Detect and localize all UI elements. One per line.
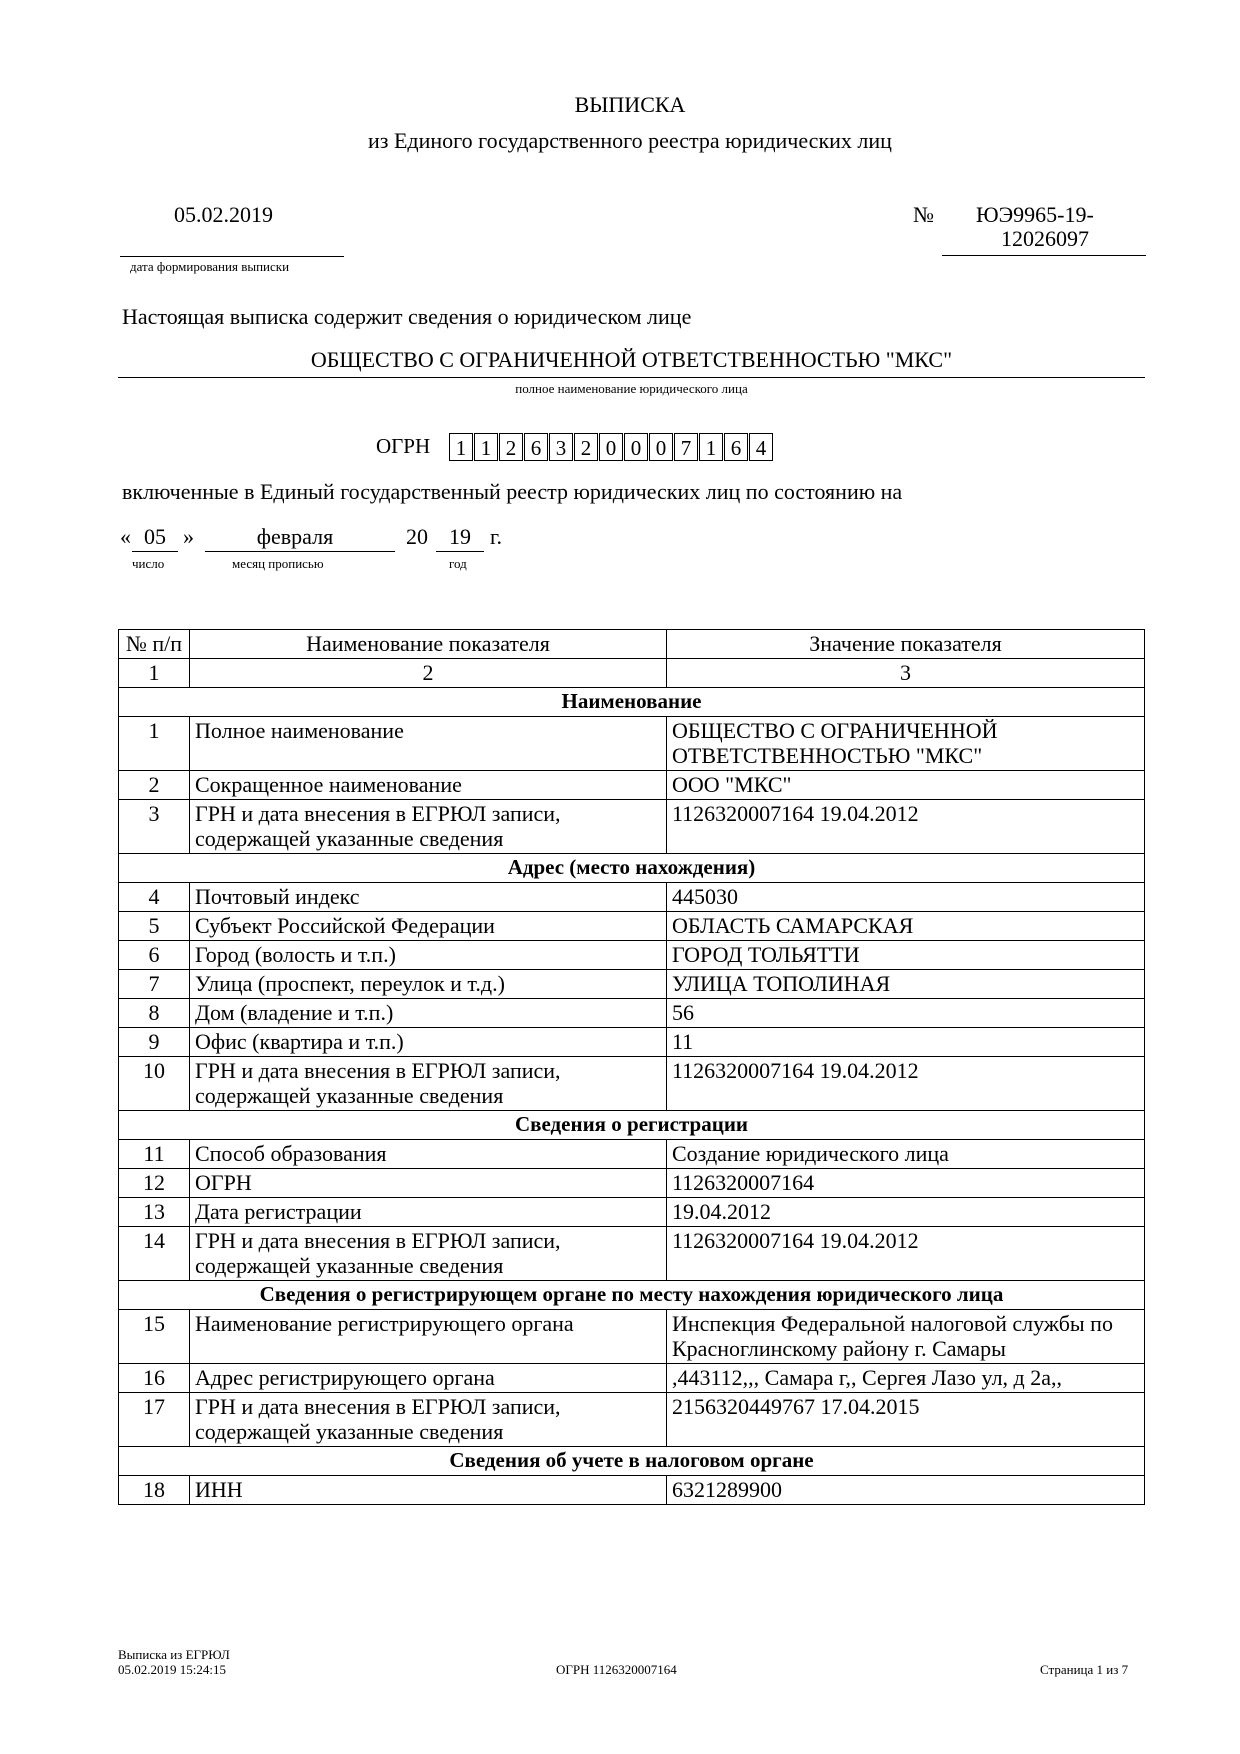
document-title: ВЫПИСКА [574, 92, 686, 117]
footer-ogrn: ОГРН 1126320007164 [556, 1662, 677, 1677]
number-underline [942, 255, 1146, 256]
indicator-name: Полное наименование [190, 717, 667, 771]
row-number: 5 [119, 912, 190, 941]
indicator-name: Город (волость и т.п.) [190, 941, 667, 970]
indicator-name: ИНН [190, 1476, 667, 1505]
indicator-value: ,443112,,, Самара г,, Сергея Лазо ул, д 2а,, [667, 1364, 1145, 1393]
indicator-value: 1126320007164 [667, 1169, 1145, 1198]
indicator-value: 56 [667, 999, 1145, 1028]
table-row [119, 1028, 1145, 1057]
column-number: 1 [119, 659, 190, 688]
document-subtitle: из Единого государственного реестра юридических лиц [368, 128, 892, 153]
extract-date-caption: дата формирования выписки [130, 259, 290, 274]
egrul-table [118, 629, 1145, 1505]
indicator-value: 2156320449767 17.04.2015 [667, 1393, 1145, 1447]
ogrn-digit-box: 3 [549, 433, 573, 461]
indicator-value: 1126320007164 19.04.2012 [667, 1057, 1145, 1111]
row-number: 9 [119, 1028, 190, 1057]
ogrn-digit-box: 0 [649, 433, 673, 461]
date-underline [120, 256, 344, 257]
row-number: 13 [119, 1198, 190, 1227]
header-number: № п/п [119, 630, 190, 659]
table-row [119, 1310, 1145, 1364]
section-header-row [119, 1111, 1145, 1140]
row-number: 1 [119, 717, 190, 771]
indicator-name: Почтовый индекс [190, 883, 667, 912]
ogrn-digit-box: 1 [449, 433, 473, 461]
section-header-row [119, 854, 1145, 883]
indicator-name: Офис (квартира и т.п.) [190, 1028, 667, 1057]
section-header-row [119, 1281, 1145, 1310]
table-row [119, 1227, 1145, 1281]
indicator-value: Создание юридического лица [667, 1140, 1145, 1169]
indicator-name: Способ образования [190, 1140, 667, 1169]
table-row [119, 1476, 1145, 1505]
section-title: Сведения об учете в налоговом органе [119, 1447, 1145, 1476]
table-column-numbers-row [119, 659, 1145, 688]
indicator-value: 1126320007164 19.04.2012 [667, 1227, 1145, 1281]
row-number: 7 [119, 970, 190, 999]
indicator-name: Дата регистрации [190, 1198, 667, 1227]
indicator-name: ГРН и дата внесения в ЕГРЮЛ записи, содержащей указанные сведения [190, 1057, 667, 1111]
row-number: 14 [119, 1227, 190, 1281]
ogrn-digit-box: 1 [474, 433, 498, 461]
year-underline [436, 551, 484, 552]
indicator-name: Субъект Российской Федерации [190, 912, 667, 941]
row-number: 16 [119, 1364, 190, 1393]
row-number: 4 [119, 883, 190, 912]
ogrn-digit-box: 6 [524, 433, 548, 461]
date-year-suffix: г. [490, 524, 503, 549]
section-header-row [119, 1447, 1145, 1476]
intro-text: Настоящая выписка содержит сведения о юридическом лице [122, 304, 692, 329]
date-century: 20 [406, 524, 428, 549]
extract-date: 05.02.2019 [174, 202, 273, 227]
indicator-name: ОГРН [190, 1169, 667, 1198]
indicator-value: ОБЛАСТЬ САМАРСКАЯ [667, 912, 1145, 941]
table-row [119, 970, 1145, 999]
date-month: февраля [256, 524, 334, 549]
row-number: 6 [119, 941, 190, 970]
section-title: Наименование [119, 688, 1145, 717]
column-number: 3 [667, 659, 1145, 688]
row-number: 12 [119, 1169, 190, 1198]
ogrn-digit-box: 6 [724, 433, 748, 461]
extract-number-line1: ЮЭ9965-19- [976, 202, 1094, 227]
ogrn-digit-box: 2 [574, 433, 598, 461]
quote-open: « [120, 524, 131, 549]
column-number: 2 [190, 659, 667, 688]
row-number: 18 [119, 1476, 190, 1505]
indicator-value: Инспекция Федеральной налоговой службы по Красноглинскому району г. Самары [667, 1310, 1145, 1364]
row-number: 10 [119, 1057, 190, 1111]
ogrn-digit-box: 1 [699, 433, 723, 461]
quote-close: » [183, 524, 194, 549]
indicator-value: 19.04.2012 [667, 1198, 1145, 1227]
indicator-name: ГРН и дата внесения в ЕГРЮЛ записи, содержащей указанные сведения [190, 800, 667, 854]
header-indicator-name: Наименование показателя [190, 630, 667, 659]
included-text: включенные в Единый государственный реестр юридических лиц по состоянию на [122, 479, 903, 504]
section-header-row [119, 688, 1145, 717]
row-number: 8 [119, 999, 190, 1028]
date-year: 19 [449, 524, 471, 549]
year-caption: год [449, 556, 467, 571]
day-caption: число [132, 556, 165, 571]
table-row [119, 800, 1145, 854]
month-caption: месяц прописью [232, 556, 324, 571]
ogrn-digit-box: 0 [599, 433, 623, 461]
table-row [119, 1057, 1145, 1111]
indicator-value: ОБЩЕСТВО С ОГРАНИЧЕННОЙ ОТВЕТСТВЕННОСТЬЮ "МКС" [667, 717, 1145, 771]
ogrn-digit-box: 0 [624, 433, 648, 461]
indicator-value: 6321289900 [667, 1476, 1145, 1505]
row-number: 11 [119, 1140, 190, 1169]
table-row [119, 1169, 1145, 1198]
row-number: 17 [119, 1393, 190, 1447]
date-day: 05 [144, 524, 166, 549]
ogrn-label: ОГРН [376, 434, 431, 458]
indicator-name: Сокращенное наименование [190, 771, 667, 800]
indicator-name: ГРН и дата внесения в ЕГРЮЛ записи, содержащей указанные сведения [190, 1227, 667, 1281]
section-title: Сведения о регистрации [119, 1111, 1145, 1140]
ogrn-digit-box: 4 [749, 433, 773, 461]
table-header-row [119, 630, 1145, 659]
ogrn-digit-box: 2 [499, 433, 523, 461]
table-row [119, 999, 1145, 1028]
indicator-name: ГРН и дата внесения в ЕГРЮЛ записи, содержащей указанные сведения [190, 1393, 667, 1447]
table-row [119, 1393, 1145, 1447]
indicator-name: Наименование регистрирующего органа [190, 1310, 667, 1364]
indicator-value: ООО "МКС" [667, 771, 1145, 800]
table-row [119, 771, 1145, 800]
table-row [119, 941, 1145, 970]
indicator-value: УЛИЦА ТОПОЛИНАЯ [667, 970, 1145, 999]
header-indicator-value: Значение показателя [667, 630, 1145, 659]
section-title: Адрес (место нахождения) [119, 854, 1145, 883]
indicator-name: Дом (владение и т.п.) [190, 999, 667, 1028]
indicator-value: 1126320007164 19.04.2012 [667, 800, 1145, 854]
ogrn-digit-box: 7 [674, 433, 698, 461]
footer-timestamp: 05.02.2019 15:24:15 [118, 1662, 226, 1677]
footer-doc-name: Выписка из ЕГРЮЛ [118, 1647, 230, 1662]
day-underline [132, 551, 178, 552]
entity-name-underline [118, 377, 1145, 378]
row-number: 3 [119, 800, 190, 854]
table-row [119, 1364, 1145, 1393]
entity-name-caption: полное наименование юридического лица [515, 381, 748, 396]
footer-page-number: Страница 1 из 7 [1040, 1662, 1129, 1677]
table-row [119, 717, 1145, 771]
indicator-name: Адрес регистрирующего органа [190, 1364, 667, 1393]
row-number: 15 [119, 1310, 190, 1364]
indicator-value: ГОРОД ТОЛЬЯТТИ [667, 941, 1145, 970]
table-row [119, 1198, 1145, 1227]
table-row [119, 1140, 1145, 1169]
table-row [119, 912, 1145, 941]
extract-number-line2: 12026097 [1001, 226, 1089, 251]
indicator-value: 445030 [667, 883, 1145, 912]
section-title: Сведения о регистрирующем органе по месту нахождения юридического лица [119, 1281, 1145, 1310]
entity-full-name: ОБЩЕСТВО С ОГРАНИЧЕННОЙ ОТВЕТСТВЕННОСТЬЮ "МКС" [310, 347, 953, 372]
month-underline [205, 551, 395, 552]
number-sign: № [913, 202, 934, 227]
indicator-value: 11 [667, 1028, 1145, 1057]
indicator-name: Улица (проспект, переулок и т.д.) [190, 970, 667, 999]
table-row [119, 883, 1145, 912]
row-number: 2 [119, 771, 190, 800]
